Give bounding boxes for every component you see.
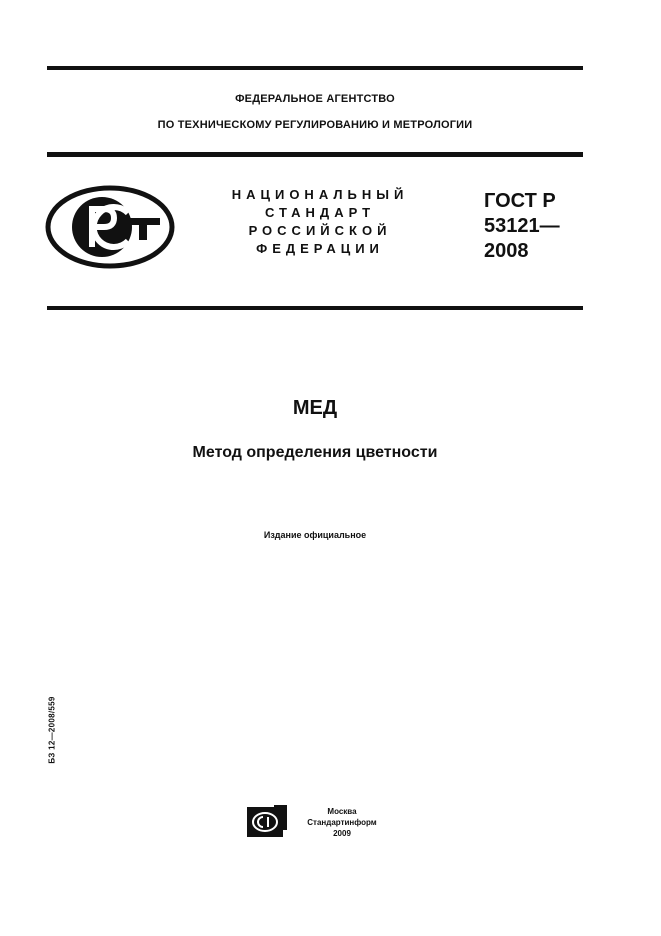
gost-line-3: 2008 [484, 240, 529, 262]
national-line-3: РОССИЙСКОЙ [248, 223, 392, 238]
national-standard-label [205, 186, 435, 258]
agency-line-1: ФЕДЕРАЛЬНОЕ АГЕНТСТВО [235, 93, 395, 105]
publisher-name: Стандартинформ [307, 818, 377, 827]
bottom-rule [47, 306, 583, 310]
national-line-2: СТАНДАРТ [264, 205, 376, 220]
national-line-1: НАЦИОНАЛЬНЫЙ [231, 187, 409, 202]
document-title: МЕД [292, 397, 338, 419]
publisher-year: 2009 [333, 829, 351, 838]
gost-line-2: 53121— [484, 215, 560, 237]
top-rule [47, 66, 583, 70]
standartinform-logo-icon [246, 804, 288, 838]
side-code: БЗ 12—2008/559 [47, 696, 57, 764]
gost-line-1: ГОСТ Р [484, 190, 556, 212]
document-subtitle: Метод определения цветности [192, 444, 438, 461]
rst-certification-mark-icon [44, 185, 176, 269]
middle-rule [47, 152, 583, 157]
agency-line-2: ПО ТЕХНИЧЕСКОМУ РЕГУЛИРОВАНИЮ И МЕТРОЛОГИИ [157, 119, 473, 131]
edition-label: Издание официальное [263, 530, 367, 540]
publisher-city: Москва [327, 807, 357, 816]
national-line-4: ФЕДЕРАЦИИ [256, 241, 384, 256]
gost-number [484, 189, 560, 264]
publisher-info [292, 806, 392, 839]
